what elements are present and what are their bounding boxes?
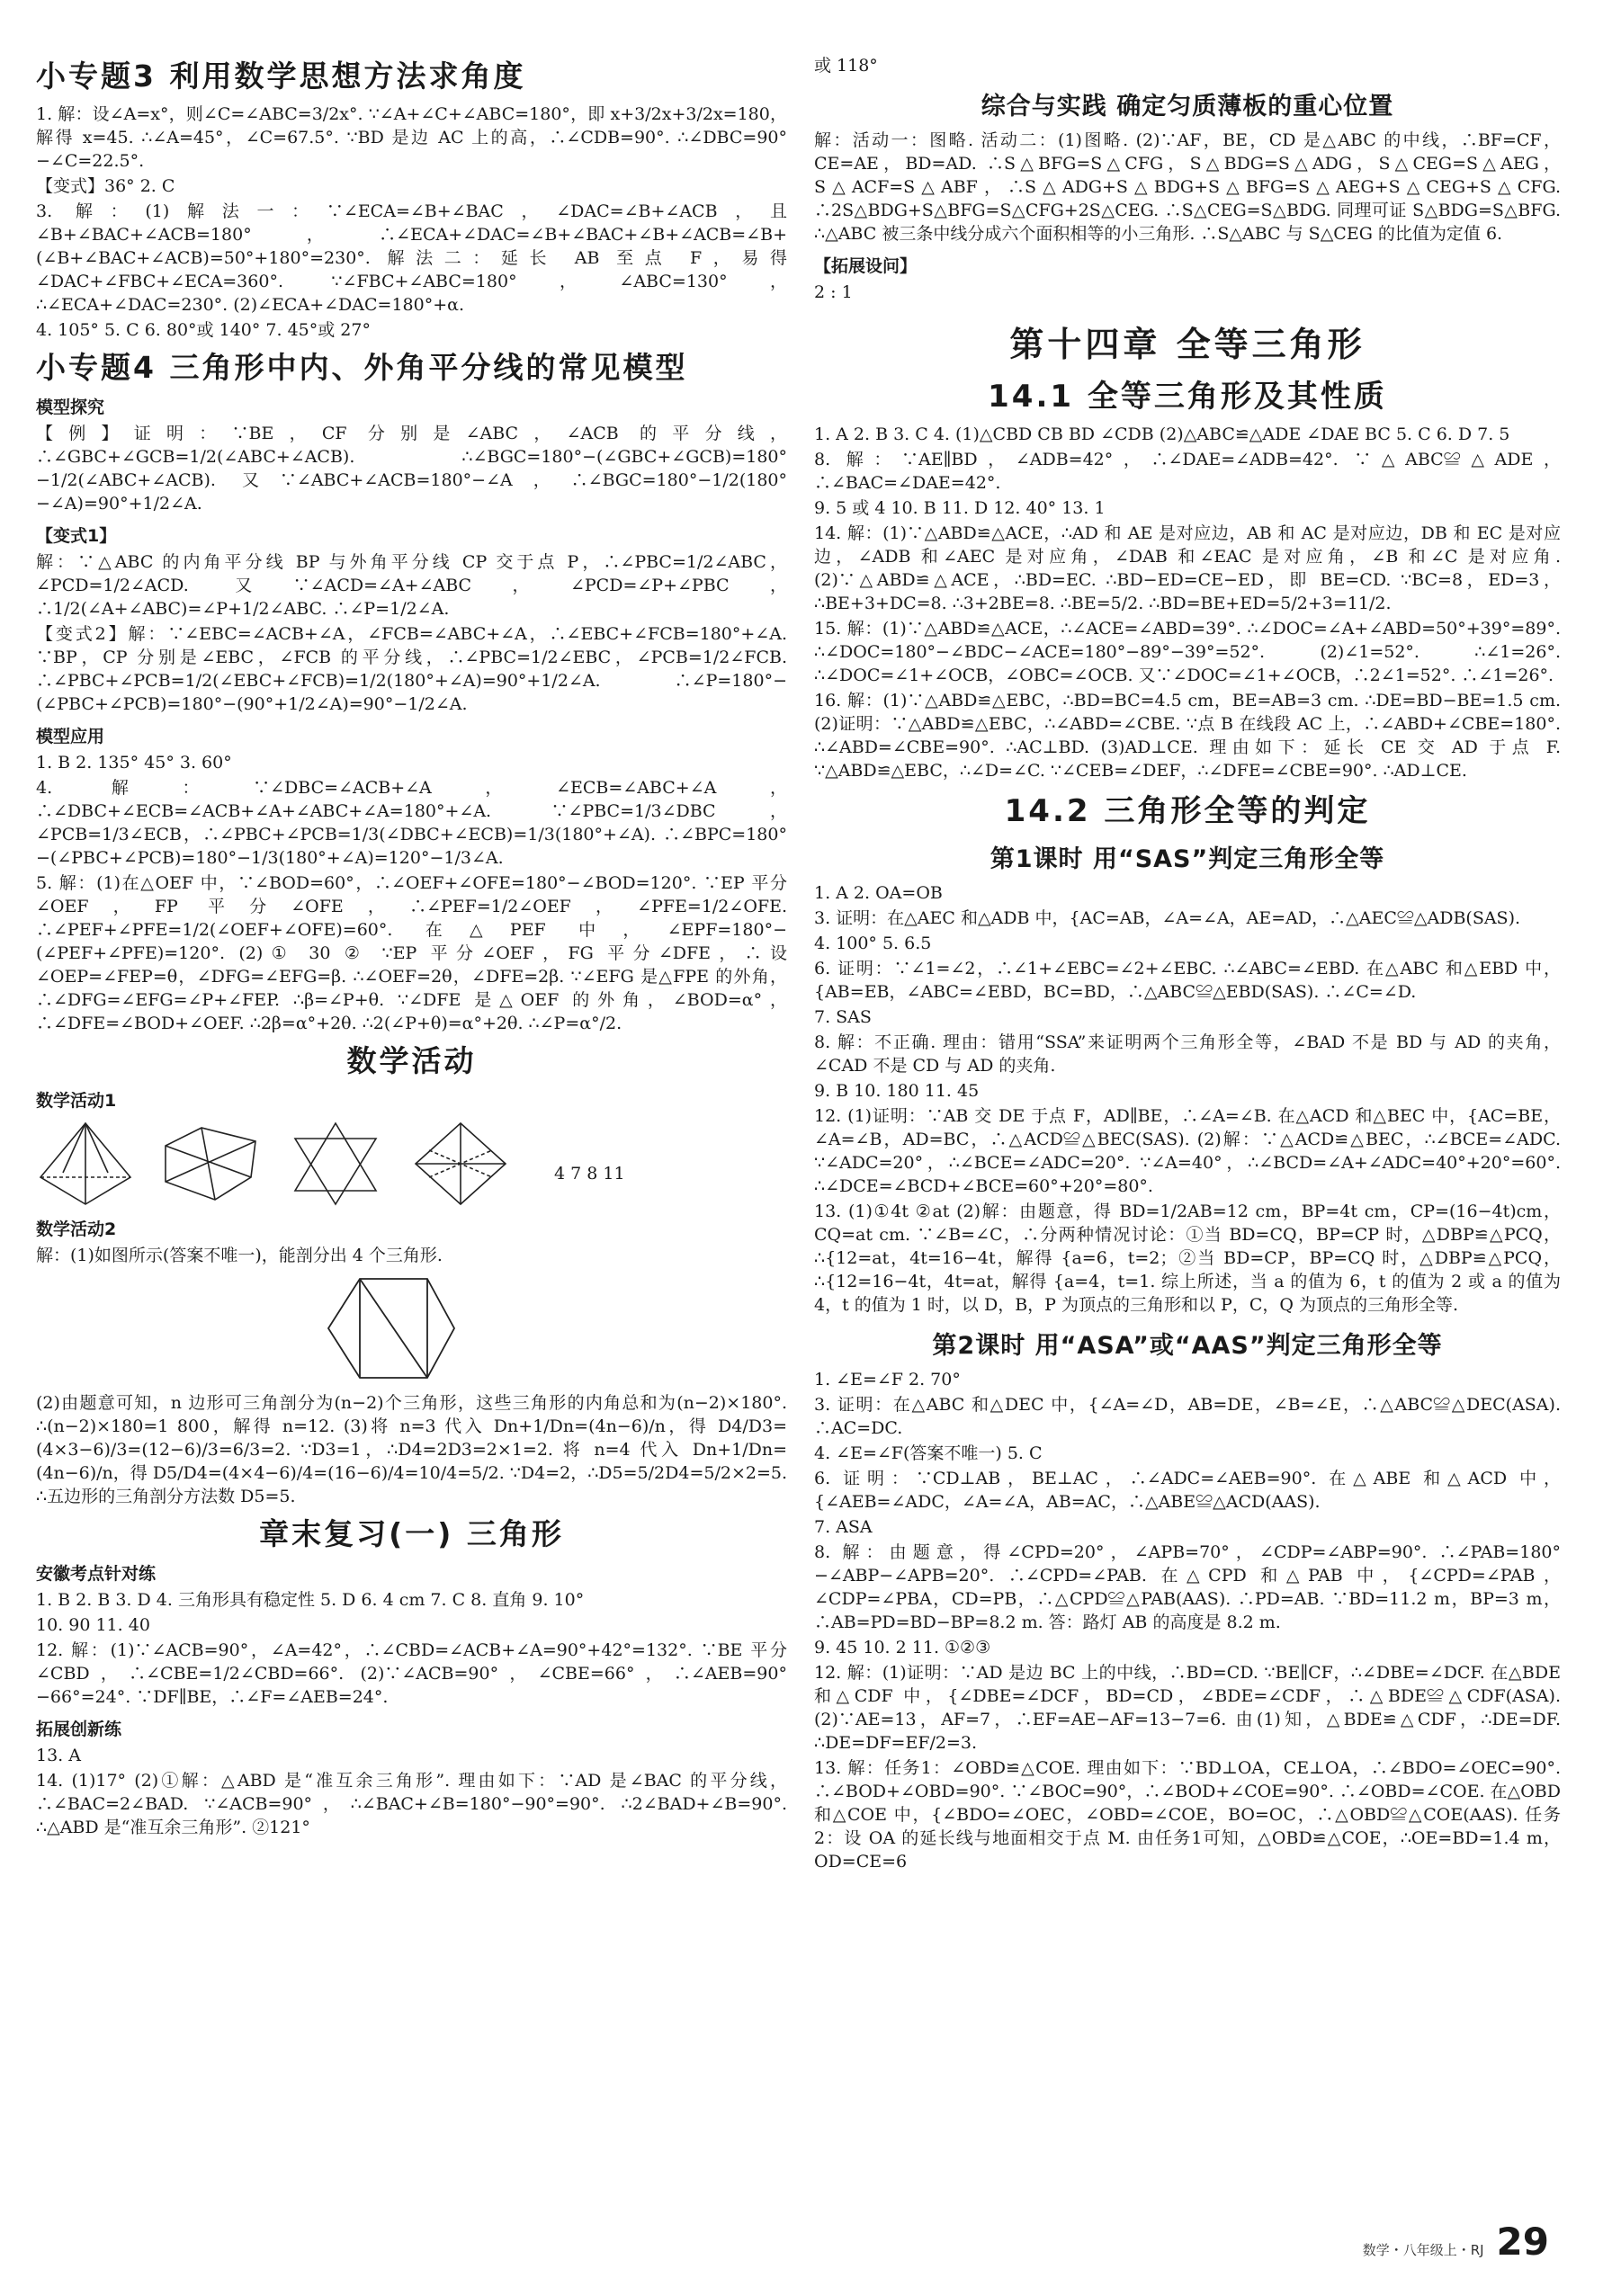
answer-line: 解：(1)如图所示(答案不唯一)，能剖分出 4 个三角形.: [36, 1245, 443, 1265]
cube-figure: [157, 1119, 264, 1209]
answer-line: 8. 解：∵AE∥BD，∠ADB=42°，∴∠DAE=∠ADB=42°. ∵△ABC≌△ADE，∴∠BAC=∠DAE=42°.: [814, 450, 1561, 493]
answer-line: 【变式2】解：∵∠EBC=∠ACB+∠A，∠FCB=∠ABC+∠A，∴∠EBC+∠FCB=180°+∠A. ∵BP，CP 分别是∠EBC，∠FCB 的平分线，∴∠PBC=1/2∠EBC，∠PCB=1/2∠FCB. ∴∠PBC+∠PCB=1/2(∠EBC+∠FCB)=1/2(180°+∠A)=90°+1/2∠A. ∴∠P=180°−(∠PBC+∠PCB)=180°−(90°+1/2∠A)=90°−1/2∠A.: [36, 623, 787, 714]
answer-line: (2)由题意可知，n 边形可三角剖分为(n−2)个三角形，这些三角形的内角总和为(n−2)×180°. ∴(n−2)×180=1 800，解得 n=12. (3)将 n=3 代入 Dn+1/Dn=(4n−6)/n，得 D4/D3=(4×3−6)/3=(12−6)/3=6/3=2. ∵D3=1，∴D4=2D3=2×1=2. 将 n=4 代入 Dn+1/Dn=(4n−6)/n，得 D5/D4=(4×4−6)/4=(16−6)/4=10/4=5/2. ∵D4=2，∴D5=5/2D4=5/2×2=5. ∴五边形的三角剖分方法数 D5=5.: [36, 1392, 788, 1506]
figure-answers: 4 7 8 11: [554, 1163, 625, 1184]
answer-line: 13. A: [36, 1745, 81, 1765]
answer-line: 7. SAS: [814, 1007, 872, 1027]
chapter-title: 第十四章 全等三角形: [1009, 325, 1366, 364]
answer-line: 3. 证明：在△ABC 和△DEC 中，{∠A=∠D，AB=DE，∠B=∠E，∴△ABC≌△DEC(ASA). ∴AC=DC.: [814, 1395, 1561, 1438]
answer-line: 14. 解：(1)∵△ABD≌△ACE，∴AD 和 AE 是对应边，AB 和 AC 是对应边，DB 和 EC 是对应边，∠ADB 和∠AEC 是对应角，∠DAB 和∠EAC 是对应角，∠B 和∠C 是对应角. (2)∵△ABD≌△ACE，∴BD=EC. ∴BD−ED=CE−ED，即 BE=CD. ∵BC=8，ED=3，∴BE+3+DC=8. ∴3+2BE=8. ∴BE=5/2. ∴BD=BE+ED=5/2+3=11/2.: [814, 523, 1561, 613]
answer-line: 9. 45 10. 2 11. ①②③: [814, 1638, 991, 1657]
answer-line: 1. A 2. OA=OB: [814, 883, 943, 903]
section-label: 【拓展设问】: [814, 256, 918, 276]
answer-line: 8. 解：由题意，得∠CPD=20°，∠APB=70°，∠CDP=∠ABP=90°. ∴∠PAB=180°−∠ABP−∠APB=20°. ∴∠CPD=∠PAB. 在△CPD 和△PAB 中，{∠CPD=∠PAB，∠CDP=∠PBA，CD=PB，∴△CPD≌△PAB(AAS). ∴PD=AB. ∵BD=11.2 m，BP=3 m，∴AB=PD=BD−BP=8.2 m. 答：路灯 AB 的高度是 8.2 m.: [814, 1542, 1561, 1632]
section-label: 拓展创新练: [36, 1719, 122, 1739]
answer-line: 4. 105° 5. C 6. 80°或 140° 7. 45°或 27°: [36, 319, 371, 340]
hexagon-triangulation-figure: [324, 1274, 459, 1382]
topic-3-title: 小专题3 利用数学思想方法求角度: [36, 58, 526, 94]
practice-title: 综合与实践 确定匀质薄板的重心位置: [981, 93, 1394, 121]
answer-line: 1. 解：设∠A=x°，则∠C=∠ABC=3/2x°. ∵∠A+∠C+∠ABC=180°，即 x+3/2x+3/2x=180，解得 x=45. ∴∠A=45°，∠C=67.5°. ∵BD 是边 AC 上的高，∴∠CDB=90°. ∴∠DBC=90°−∠C=22.5°.: [36, 103, 787, 171]
answer-line: 1. B 2. 135° 45° 3. 60°: [36, 752, 232, 773]
topic-4-title: 小专题4 三角形中内、外角平分线的常见模型: [36, 349, 688, 385]
answer-line: 或 118°: [814, 56, 878, 76]
answer-line: 13. 解：任务1：∠OBD≌△COE. 理由如下：∵BD⊥OA，CE⊥OA，∴∠BDO=∠OEC=90°. ∴∠BOD+∠OBD=90°. ∵∠BOC=90°，∴∠BOD+∠COE=90°. ∴∠OBD=∠COE. 在△OBD 和△COE 中，{∠BDO=∠OEC，∠OBD=∠COE，BO=OC，∴△OBD≌△COE(AAS). 任务2：设 OA 的延长线与地面相交于点 M. 由任务1可知，△OBD≌△COE，∴OE=BD=1.4 m，OD=CE=6: [814, 1758, 1561, 1872]
answer-line: 6. 证明：∵CD⊥AB，BE⊥AC，∴∠ADC=∠AEB=90°. 在△ABE 和△ACD 中，{∠AEB=∠ADC，∠A=∠A，AB=AC，∴△ABE≌△ACD(AAS).: [814, 1469, 1561, 1512]
answer-line: 6. 证明：∵∠1=∠2，∴∠1+∠EBC=∠2+∠EBC. ∴∠ABC=∠EBD. 在△ABC 和△EBD 中，{AB=EB，∠ABC=∠EBD，BC=BD，∴△ABC≌△EBD(SAS). ∴∠C=∠D.: [814, 959, 1561, 1002]
answer-line: 7. ASA: [814, 1517, 873, 1537]
left-column: [36, 50, 787, 1841]
answer-line: 3. 解：(1)解法一：∵∠ECA=∠B+∠BAC，∠DAC=∠B+∠ACB，且∠B+∠BAC+∠ACB=180°，∴∠ECA+∠DAC=∠B+∠BAC+∠B+∠ACB=∠B+(∠B+∠BAC+∠ACB)=50°+180°=230°. 解法二：延长 AB 至点 F，易得∠DAC+∠FBC+∠ECA=360°. ∵∠FBC+∠ABC=180°，∠ABC=130°，∴∠ECA+∠DAC=230°. (2)∠ECA+∠DAC=180°+α.: [36, 201, 787, 315]
section-14-2-title: 14.2 三角形全等的判定: [1004, 793, 1371, 829]
page-number: 29: [1496, 2220, 1549, 2264]
answer-line: 解：∵△ABC 的内角平分线 BP 与外角平分线 CP 交于点 P，∴∠PBC=1/2∠ABC，∠PCD=1/2∠ACD. 又∵∠ACD=∠A+∠ABC，∠PCD=∠P+∠PBC，∴1/2(∠A+∠ABC)=∠P+1/2∠ABC. ∴∠P=1/2∠A.: [36, 551, 787, 619]
answer-line: 1. A 2. B 3. C 4. (1)△CBD CB BD ∠CDB (2)△ABC≌△ADE ∠DAE BC 5. C 6. D 7. 5: [814, 424, 1510, 444]
tetrahedron-figure: [36, 1119, 135, 1209]
chapter-review-title: 章末复习(一) 三角形: [259, 1515, 564, 1551]
answer-line: 解：活动一：图略. 活动二：(1)图略. (2)∵AF，BE，CD 是△ABC 的中线，∴BF=CF，CE=AE，BD=AD. ∴S△BFG=S△CFG，S△BDG=S△ADG，S△CEG=S△AEG，S△ACF=S△ABF，∴S△ADG+S△BDG+S△BFG=S△AEG+S△CEG+S△CFG. ∴2S△BDG+S△BFG=S△CFG+2S△CEG. ∴S△CEG=S△BDG. 同理可证 S△BDG=S△BFG. ∴△ABC 被三条中线分成六个面积相等的小三角形. ∴S△ABC 与 S△CEG 的比值为定值 6.: [814, 130, 1561, 244]
answer-line: 12. 解：(1)∵∠ACB=90°，∠A=42°，∴∠CBD=∠ACB+∠A=90°+42°=132°. ∵BE 平分∠CBD，∴∠CBE=1/2∠CBD=66°. (2)∵∠ACB=90°，∠CBE=66°，∴∠AEB=90°−66°=24°. ∵DF∥BE，∴∠F=∠AEB=24°.: [36, 1639, 787, 1707]
page-footer: [1363, 2220, 1549, 2264]
hexagram-figure: [286, 1119, 385, 1209]
section-label: 数学活动2: [36, 1219, 117, 1239]
answer-line: 1. ∠E=∠F 2. 70°: [814, 1370, 961, 1389]
answer-line: 12. 解：(1)证明：∵AD 是边 BC 上的中线，∴BD=CD. ∵BE∥CF，∴∠DBE=∠DCF. 在△BDE 和△CDF 中，{∠DBE=∠DCF，BD=CD，∠BDE=∠CDF，∴△BDE≌△CDF(ASA). (2)∵AE=13，AF=7，∴EF=AE−AF=13−7=6. 由(1)知，△BDE≌△CDF，∴DE=DF. ∴DE=DF=EF/2=3.: [814, 1663, 1561, 1753]
activity-figures: [36, 1119, 787, 1209]
answer-line: 4. ∠E=∠F(答案不唯一) 5. C: [814, 1443, 1043, 1463]
answer-line: 4. 解：∵∠DBC=∠ACB+∠A，∠ECB=∠ABC+∠A，∴∠DBC+∠ECB=∠ACB+∠A+∠ABC+∠A=180°+∠A. ∵∠PBC=1/3∠DBC，∠PCB=1/3∠ECB，∴∠PBC+∠PCB=1/3(∠DBC+∠ECB)=1/3(180°+∠A). ∴∠BPC=180°−(∠PBC+∠PCB)=180°−1/3(180°+∠A)=120°−1/3∠A.: [36, 777, 787, 868]
lesson-1-title: 第1课时 用“SAS”判定三角形全等: [990, 845, 1385, 873]
answer-line: 9. B 10. 180 11. 45: [814, 1081, 980, 1101]
answer-line: 10. 90 11. 40: [36, 1614, 150, 1635]
section-label: 【变式1】: [36, 525, 117, 546]
answer-line: 15. 解：(1)∵△ABD≌△ACE，∴∠ACE=∠ABD=39°. ∴∠DOC=∠A+∠ABD=50°+39°=89°. ∴∠DOC=180°−∠BDC−∠ACE=180°−89°−39°=52°. (2)∠1=52°. ∴∠1=26°. ∴∠DOC=∠1+∠OCB，∠OBC=∠OCB. 又∵∠DOC=∠1+∠OCB，∴2∠1=52°. ∴∠1=26°.: [814, 619, 1561, 685]
section-14-1-title: 14.1 全等三角形及其性质: [988, 379, 1387, 415]
answer-line: 16. 解：(1)∵△ABD≌△EBC，∴BD=BC=4.5 cm，BE=AB=3 cm. ∴DE=BD−BE=1.5 cm. (2)证明：∵△ABD≌△EBC，∴∠ABD=∠CBE. ∵点 B 在线段 AC 上，∴∠ABD+∠CBE=180°. ∴∠ABD=∠CBE=90°. ∴AC⊥BD. (3)AD⊥CE. 理由如下：延长 CE 交 AD 于点 F. ∵△ABD≌△EBC，∴∠D=∠C. ∵∠CEB=∠DEF，∴∠DFE=∠CBE=90°. ∴AD⊥CE.: [814, 691, 1561, 781]
answer-line: 13. (1)①4t ②at (2)解：由题意，得 BD=1/2AB=12 cm，BP=4t cm，CP=(16−4t)cm，CQ=at cm. ∵∠B=∠C，∴分两种情况讨论：①当 BD=CQ，BP=CP 时，△DBP≌△PCQ，∴{12=at，4t=16−4t，解得 {a=6，t=2；②当 BD=CP，BP=CQ 时，△DBP≌△PCQ，∴{12=16−4t，4t=at，解得 {a=4，t=1. 综上所述，当 a 的值为 6，t 的值为 2 或 a 的值为 4，t 的值为 1 时，以 D，B，P 为顶点的三角形和以 P，C，Q 为顶点的三角形全等.: [814, 1202, 1561, 1315]
footer-info: 数学・八年级上・RJ: [1362, 2242, 1484, 2258]
math-activity-title: 数学活动: [346, 1042, 477, 1078]
answer-line: 12. (1)证明：∵AB 交 DE 于点 F，AD∥BE，∴∠A=∠B. 在△ACD 和△BEC 中，{AC=BE，∠A=∠B，AD=BC，∴△ACD≌△BEC(SAS). (2)解：∵△ACD≌△BEC，∴∠BCE=∠ADC. ∵∠ADC=20°，∴∠BCE=∠ADC=20°. ∵∠A=40°，∴∠BCD=∠A+∠ADC=40°+20°=60°. ∴∠DCE=∠BCD+∠BCE=60°+20°=80°.: [814, 1106, 1561, 1196]
answer-line: 4. 100° 5. 6.5: [814, 934, 932, 953]
answer-line: 14. (1)17° (2)①解：△ABD 是“准互余三角形”. 理由如下：∵AD 是∠BAC 的平分线，∴∠BAC=2∠BAD. ∵∠ACB=90°，∴∠BAC+∠B=180°−90°=90°. ∴2∠BAD+∠B=90°. ∴△ABD 是“准互余三角形”. ②121°: [36, 1770, 787, 1837]
octahedron-figure: [407, 1119, 515, 1209]
answer-line: 5. 解：(1)在△OEF 中，∵∠BOD=60°，∴∠OEF+∠OFE=180°−∠BOD=120°. ∵EP 平分∠OEF，FP 平分∠OFE，∴∠PEF=1/2∠OEF，∠PFE=1/2∠OFE. ∴∠PEF+∠PFE=1/2(∠OEF+∠OFE)=60°. 在△PEF 中，∠EPF=180°−(∠PEF+∠PFE)=120°. (2)① 30 ② ∵EP 平分∠OEF，FG 平分∠DFE，∴设∠OEP=∠FEP=θ，∠DFG=∠EFG=β. ∴∠OEF=2θ，∠DFE=2β. ∵∠EFG 是△FPE 的外角，∴∠DFG=∠EFG=∠P+∠FEP. ∴β=∠P+θ. ∵∠DFE 是△OEF 的外角，∠BOD=α°，∴∠DFE=∠BOD+∠OEF. ∴2β=α°+2θ. ∴2(∠P+θ)=α°+2θ. ∴∠P=α°/2.: [36, 872, 787, 1033]
answer-line: 【例】证明：∵BE，CF 分别是∠ABC，∠ACB 的平分线，∴∠GBC+∠GCB=1/2(∠ABC+∠ACB). ∴∠BGC=180°−(∠GBC+∠GCB)=180°−1/2(∠ABC+∠ACB). 又∵∠ABC+∠ACB=180°−∠A，∴∠BGC=180°−1/2(180°−∠A)=90°+1/2∠A.: [36, 423, 787, 514]
answer-line: 1. B 2. B 3. D 4. 三角形具有稳定性 5. D 6. 4 cm 7. C 8. 直角 9. 10°: [36, 1589, 585, 1610]
answer-line: 【变式】36° 2. C: [36, 175, 175, 196]
lesson-2-title: 第2课时 用“ASA”或“AAS”判定三角形全等: [932, 1332, 1443, 1360]
answer-line: 9. 5 或 4 10. B 11. D 12. 40° 13. 1: [814, 498, 1106, 518]
section-label: 安徽考点针对练: [36, 1563, 157, 1584]
answer-line: 8. 解：不正确. 理由：错用“SSA”来证明两个三角形全等，∠BAD 不是 BD 与 AD 的夹角，∠CAD 不是 CD 与 AD 的夹角.: [814, 1032, 1561, 1076]
right-column: [814, 54, 1561, 1875]
section-label: 数学活动1: [36, 1090, 117, 1111]
answer-line: 3. 证明：在△AEC 和△ADB 中，{AC=AB，∠A=∠A，AE=AD，∴△AEC≌△ADB(SAS).: [814, 908, 1521, 928]
answer-line: 2 : 1: [814, 282, 853, 302]
section-label: 模型应用: [36, 726, 105, 746]
section-label: 模型探究: [36, 397, 105, 417]
